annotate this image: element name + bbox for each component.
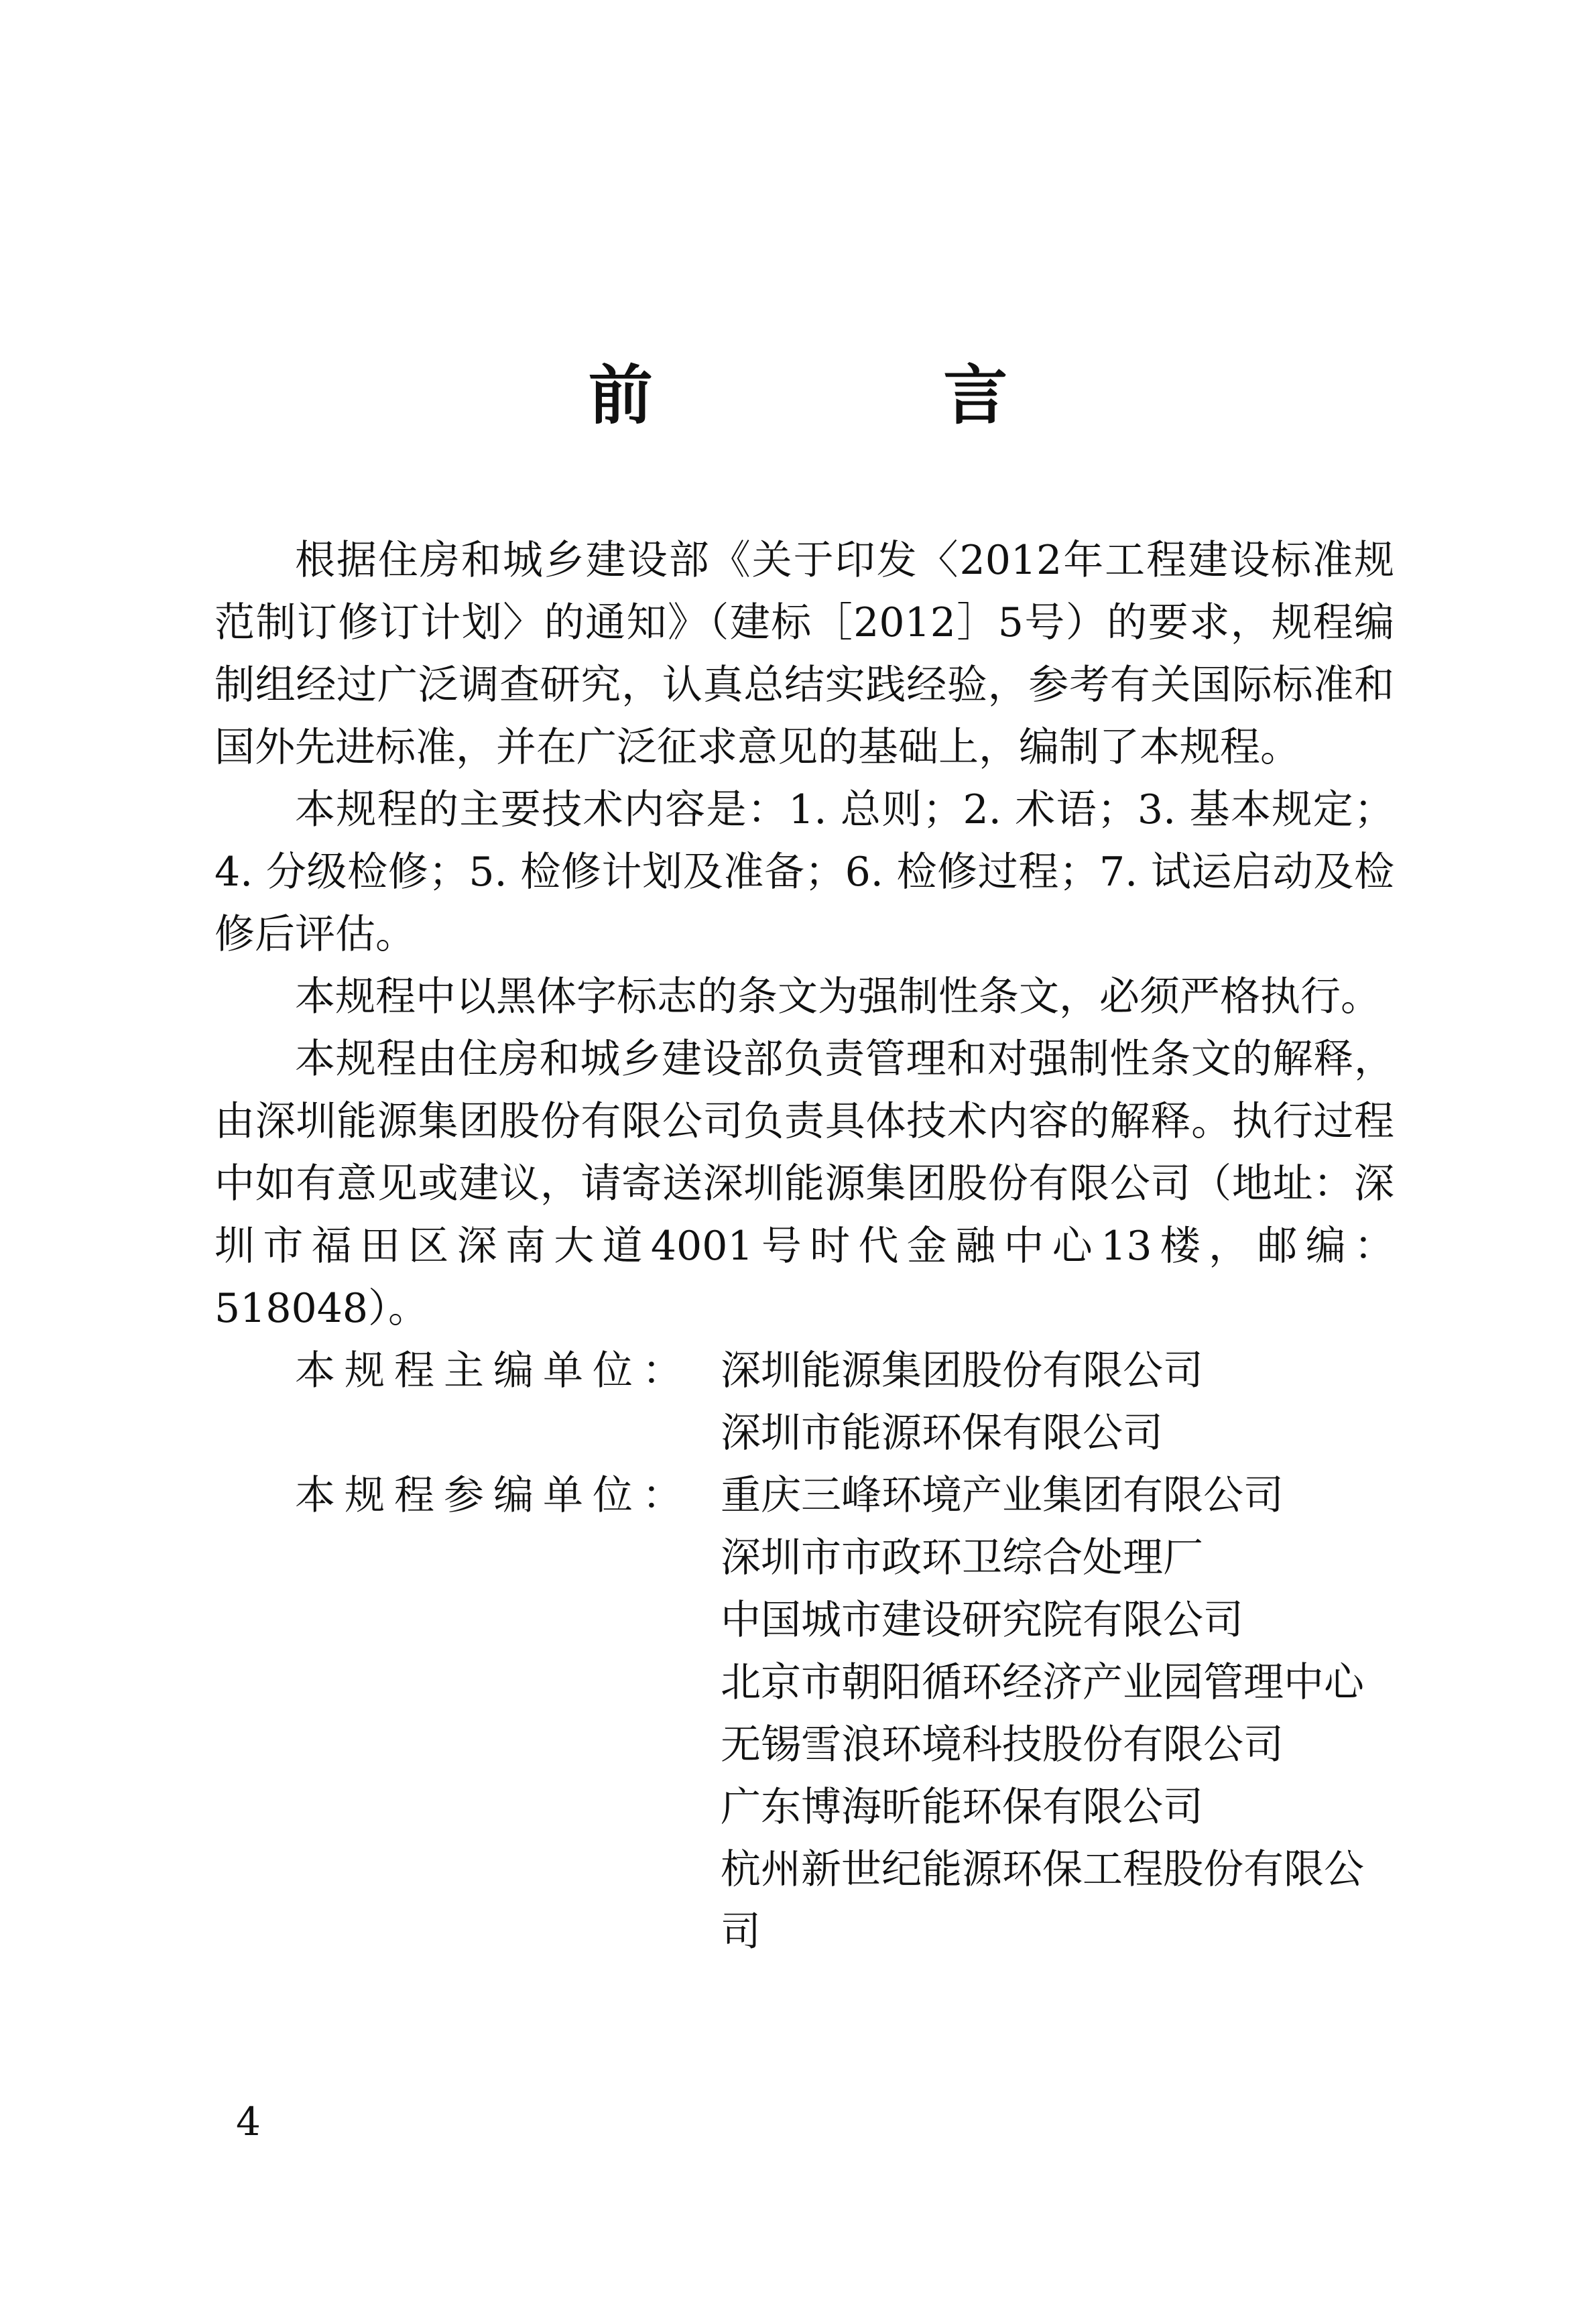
participating-unit-item: 杭州新世纪能源环保工程股份有限公司 (721, 1846, 1364, 1955)
participating-unit-item: 无锡雪浪环境科技股份有限公司 (721, 1721, 1284, 1768)
chief-unit-item: 深圳能源集团股份有限公司 (721, 1347, 1203, 1394)
paragraph-basis: 根据住房和城乡建设部《关于印发〈2012年工程建设标准规范制订修订计划〉的通知》（建标［2012］5号）的要求，规程编制组经过广泛调查研究，认真总结实践经验，参考有关国际标准和国外先进标准，并在广泛征求意见的基础上，编制了本规程。 (214, 537, 1394, 771)
chief-unit-item: 深圳市能源环保有限公司 (721, 1410, 1163, 1457)
paragraph-technical-content: 本规程的主要技术内容是：1. 总则；2. 术语；3. 基本规定；4. 分级检修；5. 检修计划及准备；6. 检修过程；7. 试运启动及检修后评估。 (214, 786, 1394, 958)
participating-units-label: 本规程参编单位： (295, 1472, 692, 1519)
participating-unit-item: 北京市朝阳循环经济产业园管理中心 (721, 1659, 1364, 1706)
body-text (214, 530, 1394, 1963)
chief-units-group (214, 1340, 1394, 1465)
paragraph-mandatory-provisions: 本规程中以黑体字标志的条文为强制性条文，必须严格执行。 (295, 973, 1381, 1020)
participating-unit-item: 中国城市建设研究院有限公司 (721, 1597, 1243, 1644)
participating-units-group (214, 1465, 1394, 1963)
paragraph-management-contact: 本规程由住房和城乡建设部负责管理和对强制性条文的解释，由深圳能源集团股份有限公司负责具体技术内容的解释。执行过程中如有意见或建议，请寄送深圳能源集团股份有限公司（地址：深圳市福田区深南大道4001号时代金融中心13楼，邮编：518048）。 (214, 1036, 1394, 1332)
participating-unit-item: 深圳市市政环卫综合处理厂 (721, 1534, 1203, 1581)
units-section (214, 1340, 1394, 1963)
page-number: 4 (236, 2099, 261, 2144)
participating-units-list (721, 1465, 1394, 1963)
participating-unit-item: 广东博海昕能环保有限公司 (721, 1784, 1203, 1831)
chief-units-label: 本规程主编单位： (295, 1347, 692, 1394)
participating-unit-item: 重庆三峰环境产业集团有限公司 (721, 1472, 1284, 1519)
page-title: 前 言 (588, 357, 1142, 433)
chief-units-list (721, 1340, 1394, 1465)
